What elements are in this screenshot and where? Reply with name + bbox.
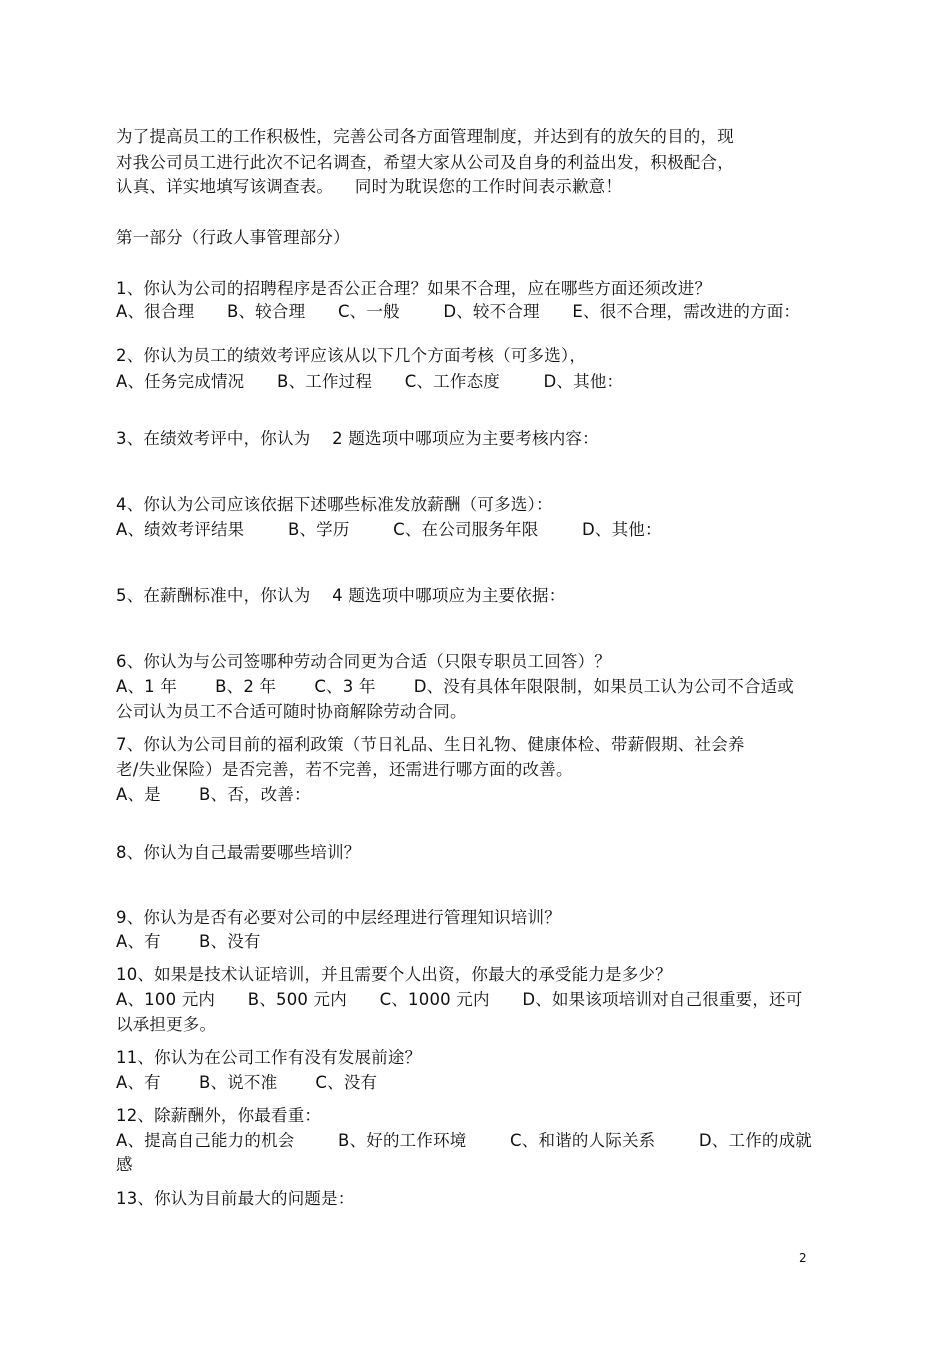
question-3: 3、在绩效考评中，你认为 2 题选项中哪项应为主要考核内容： <box>116 429 599 448</box>
question-6: 6、你认为与公司签哪种劳动合同更为合适（只限专职员工回答）？ <box>116 652 611 671</box>
intro-line-3: 认真、详实地填写该调查表。 同时为耽误您的工作时间表示歉意！ <box>116 177 623 196</box>
question-6-options-line-2: 公司认为员工不合适可随时协商解除劳动合同。 <box>116 702 467 721</box>
question-1-options: A、很合理 B、较合理 C、一般 D、较不合理 E、很不合理，需改进的方面： <box>116 302 801 321</box>
question-2-options: A、任务完成情况 B、工作过程 C、工作态度 D、其他： <box>116 372 624 391</box>
question-12: 12、除薪酬外，你最看重： <box>116 1106 322 1125</box>
question-2: 2、你认为员工的绩效考评应该从以下几个方面考核（可多选）， <box>116 346 587 365</box>
question-12-options-line-2: 感 <box>116 1155 133 1174</box>
question-6-options-line-1: A、1 年 B、2 年 C、3 年 D、没有具体年限限制，如果员工认为公司不合适或 <box>116 677 795 696</box>
question-8: 8、你认为自己最需要哪些培训？ <box>116 843 361 862</box>
question-10-options-line-2: 以承担更多。 <box>116 1015 217 1034</box>
intro-line-1: 为了提高员工的工作积极性，完善公司各方面管理制度，并达到有的放矢的目的，现 <box>116 127 734 146</box>
question-7-line-2: 老/失业保险）是否完善，若不完善，还需进行哪方面的改善。 <box>116 760 573 779</box>
question-10-options-line-1: A、100 元内 B、500 元内 C、1000 元内 D、如果该项培训对自己很重要，还可 <box>116 990 803 1009</box>
question-10: 10、如果是技术认证培训，并且需要个人出资，你最大的承受能力是多少？ <box>116 965 672 984</box>
question-7-options: A、是 B、否，改善： <box>116 785 311 804</box>
question-11: 11、你认为在公司工作有没有发展前途？ <box>116 1048 422 1067</box>
intro-line-2: 对我公司员工进行此次不记名调查，希望大家从公司及自身的利益出发，积极配合， <box>116 153 734 172</box>
question-1: 1、你认为公司的招聘程序是否公正合理？如果不合理，应在哪些方面还须改进？ <box>116 279 712 298</box>
question-5: 5、在薪酬标准中，你认为 4 题选项中哪项应为主要依据： <box>116 586 566 605</box>
question-9: 9、你认为是否有必要对公司的中层经理进行管理知识培训？ <box>116 908 561 927</box>
question-4: 4、你认为公司应该依据下述哪些标准发放薪酬（可多选）： <box>116 495 553 514</box>
question-13: 13、你认为目前最大的问题是： <box>116 1189 355 1208</box>
question-9-options: A、有 B、没有 <box>116 932 261 951</box>
question-12-options-line-1: A、提高自己能力的机会 B、好的工作环境 C、和谐的人际关系 D、工作的成就 <box>116 1131 813 1150</box>
question-11-options: A、有 B、说不准 C、没有 <box>116 1073 378 1092</box>
page-number: 2 <box>799 1251 807 1265</box>
section-title: 第一部分（行政人事管理部分） <box>116 228 350 247</box>
question-4-options: A、绩效考评结果 B、学历 C、在公司服务年限 D、其他： <box>116 520 662 539</box>
question-7-line-1: 7、你认为公司目前的福利政策（节日礼品、生日礼物、健康体检、带薪假期、社会养 <box>116 735 745 754</box>
